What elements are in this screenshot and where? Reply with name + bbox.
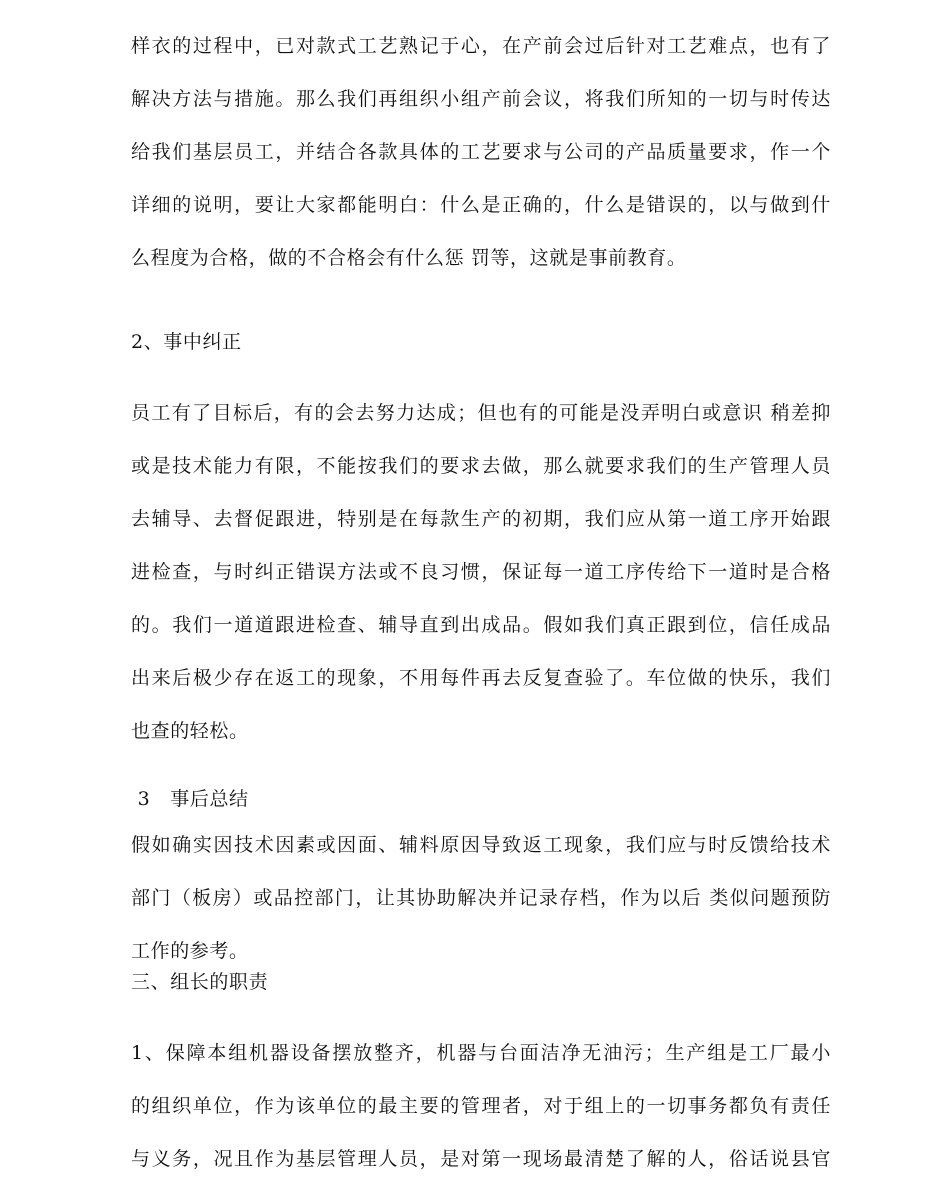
- section-heading: 2、事中纠正: [131, 331, 242, 353]
- text-line: 给我们基层员工，并结合各款具体的工艺要求与公司的产品质量要求，作一个: [131, 141, 831, 163]
- text-line: 与义务，况且作为基层管理人员，是对第一现场最清楚了解的人，俗话说县官: [131, 1148, 831, 1170]
- text-line: 的。我们一道道跟进检查、辅导直到出成品。假如我们真正跟到位，信任成品: [131, 614, 831, 636]
- text-line: 1、保障本组机器设备摆放整齐，机器与台面洁净无油污；生产组是工厂最小: [131, 1042, 831, 1064]
- text-line: 假如确实因技术因素或因面、辅料原因导致返工现象，我们应与时反馈给技术: [131, 834, 831, 856]
- text-line: 进检查，与时纠正错误方法或不良习惯，保证每一道工序传给下一道时是合格: [131, 561, 831, 583]
- text-line: 部门（板房）或品控部门，让其协助解决并记录存档，作为以后 类似问题预防: [131, 887, 831, 909]
- text-line: 或是技术能力有限，不能按我们的要求去做，那么就要求我们的生产管理人员: [131, 455, 831, 477]
- text-line: 工作的参考。: [131, 940, 249, 962]
- text-line: 也查的轻松。: [131, 720, 249, 742]
- text-line: 员工有了目标后，有的会去努力达成；但也有的可能是没弄明白或意识 稍差抑: [131, 402, 831, 424]
- text-line: 去辅导、去督促跟进，特别是在每款生产的初期，我们应从第一道工序开始跟: [131, 508, 831, 530]
- text-line: 出来后极少存在返工的现象，不用每件再去反复查验了。车位做的快乐，我们: [131, 667, 831, 689]
- text-line: 么程度为合格，做的不合格会有什么惩 罚等，这就是事前教育。: [131, 247, 687, 269]
- section-heading: 3 事后总结: [131, 788, 249, 810]
- text-line: 的组织单位，作为该单位的最主要的管理者，对于组上的一切事务都负有责任: [131, 1095, 831, 1117]
- text-line: 详细的说明，要让大家都能明白：什么是正确的，什么是错误的，以与做到什: [131, 194, 831, 216]
- section-heading: 三、组长的职责: [131, 971, 269, 993]
- text-line: 样衣的过程中，已对款式工艺熟记于心，在产前会过后针对工艺难点，也有了: [131, 35, 831, 57]
- text-line: 解决方法与措施。那么我们再组织小组产前会议，将我们所知的一切与时传达: [131, 88, 831, 110]
